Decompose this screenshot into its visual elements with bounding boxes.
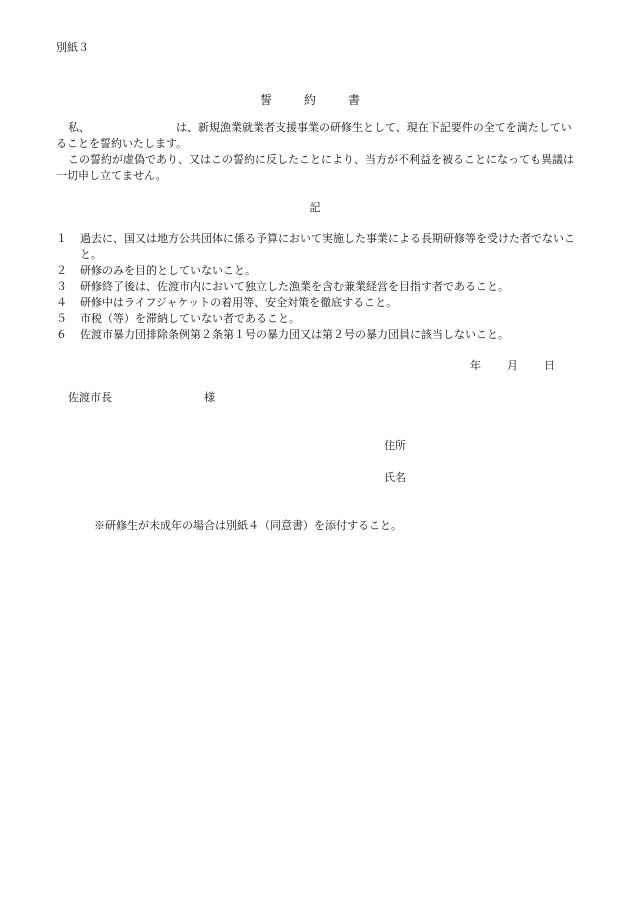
pledge-paragraph-2-text: この誓約が虚偽であり、又はこの誓約に反したことにより、当方が不利益を被ることになっても異議は一切申し立てません。 (56, 153, 574, 182)
condition-item (56, 231, 586, 263)
pledge-subject: 私、 (68, 121, 90, 134)
condition-number: ３ (56, 280, 67, 293)
date-month-label: 月 (507, 359, 518, 372)
condition-item (56, 327, 586, 343)
note-heading: 記 (309, 201, 321, 214)
pledge-paragraph-1-text: は、新規漁業就業者支援事業の研修生として、現在下記要件の全てを満たしていることを誓約いたします。 (56, 121, 572, 150)
date-day-label: 日 (544, 359, 555, 372)
condition-text: 研修中はライフジャケットの着用等、安全対策を徹底すること。 (80, 296, 398, 309)
addressee-line (68, 390, 215, 406)
signer-name-label: 氏名 (384, 471, 406, 484)
condition-number: １ (56, 232, 67, 245)
document-title: 誓 約 書 (259, 93, 370, 107)
addressee-mayor: 佐渡市長 (68, 391, 112, 404)
condition-text: 研修のみを目的としていないこと。 (80, 264, 256, 277)
footnote: ※研修生が未成年の場合は別紙４（同意書）を添付すること。 (94, 519, 402, 532)
pledge-paragraph-1 (56, 120, 576, 152)
condition-item (56, 295, 586, 311)
condition-text: 研修終了後は、佐渡市内において独立した漁業を含む兼業経営を目指す者であること。 (80, 280, 509, 293)
conditions-list (56, 231, 586, 343)
condition-text: 佐渡市暴力団排除条例第２条第１号の暴力団又は第２号の暴力団員に該当しないこと。 (80, 328, 509, 341)
pledge-paragraph-2 (56, 152, 576, 184)
addressee-honorific: 様 (204, 391, 215, 404)
date-year-label: 年 (470, 359, 481, 372)
condition-text: 市税（等）を滞納していない者であること。 (80, 312, 300, 325)
condition-item (56, 263, 586, 279)
condition-item (56, 311, 586, 327)
condition-item (56, 279, 586, 295)
condition-number: ６ (56, 328, 67, 341)
attachment-label: 別紙３ (56, 41, 89, 54)
condition-number: ５ (56, 312, 67, 325)
signer-address-label: 住所 (384, 439, 406, 452)
condition-number: ２ (56, 264, 67, 277)
date-line (470, 358, 555, 374)
condition-number: ４ (56, 296, 67, 309)
condition-text: 過去に、国又は地方公共団体に係る予算において実施した事業による長期研修等を受けた者でないこと。 (80, 232, 575, 261)
